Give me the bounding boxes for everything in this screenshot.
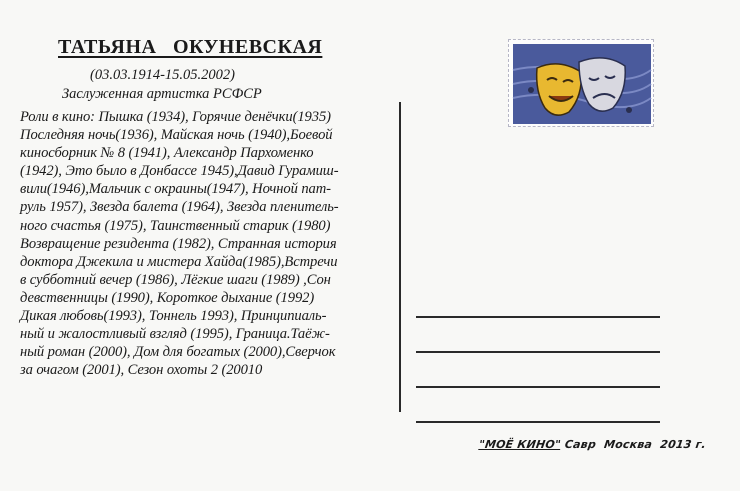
address-line-3	[416, 386, 660, 388]
publisher-credit	[478, 438, 707, 451]
divider-line	[399, 102, 401, 412]
theatre-masks-icon	[509, 40, 655, 128]
life-dates: (03.03.1914-15.05.2002)	[90, 67, 235, 83]
address-line-2	[416, 351, 660, 353]
publisher-brand: "МОЁ КИНО"	[478, 438, 562, 451]
filmography-text: Роли в кино: Пышка (1934), Горячие денёчки(1935) Последняя ночь(1936), Майская ночь (1940),Боевой киносборник № 8 (1941), Александр Пархоменко (1942), Это было в Донбассе 1945),Давид Гурамиш- вили(1946),Мальчик с окраины(1947), Ночной пат- руль 1957), Звезда балета (1964), Звезда пленитель- ного счастья (1975), Таинственный старик (1980) Возвращение резидента (1982), Странная история доктора Джекила и мистера Хайда(1985),Встречи в субботний вечер (1986), Лёгкие шаги (1989) ,Сон девственницы (1990), Короткое дыхание (1992) Дикая любовь(1993), Тоннель 1993), Принципиаль- ный и жалостливый взгляд (1995), Граница.Таёж- ный роман (2000), Дом для богатых (2000),Сверчок за очагом (2001), Сезон охоты 2 (20010	[20, 109, 339, 379]
honorary-title: Заслуженная артистка РСФСР	[62, 86, 262, 102]
address-line-4	[416, 421, 660, 423]
postage-stamp	[508, 39, 654, 127]
address-line-1	[416, 316, 660, 318]
actress-name: ТАТЬЯНА ОКУНЕВСКАЯ	[58, 36, 323, 58]
publisher-info: Савр Москва 2013 г.	[559, 438, 707, 451]
